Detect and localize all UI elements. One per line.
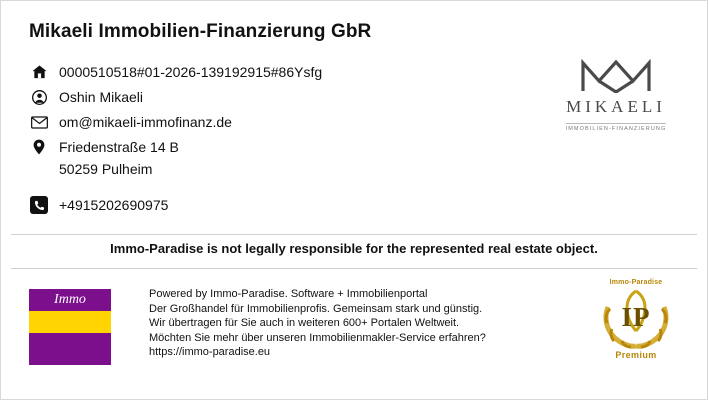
- mikaeli-mark-icon: [551, 59, 681, 93]
- phone-number: +4915202690975: [59, 197, 169, 213]
- contact-row-person: [29, 88, 549, 106]
- user-icon: [29, 88, 49, 106]
- footer-website-link[interactable]: https://immo-paradise.eu: [149, 346, 271, 358]
- contact-row-email: [29, 113, 549, 131]
- disclaimer-text: Immo-Paradise is not legally responsible for the represented real estate object.: [110, 241, 598, 256]
- seal-bottom-label: Premium: [615, 350, 657, 360]
- footer-line-1: Powered by Immo-Paradise. Software + Immobilienportal: [149, 288, 428, 300]
- seal-wreath-icon: [593, 286, 679, 352]
- contact-row-reference: [29, 63, 549, 81]
- page-title: Mikaeli Immobilien-Finanzierung GbR: [29, 21, 372, 42]
- mikaeli-logo: [551, 59, 681, 135]
- divider-top: [11, 234, 697, 235]
- immo-paradise-logo: [29, 289, 111, 365]
- logo-word-immo: Immo: [54, 292, 86, 307]
- footer-text: [149, 287, 549, 360]
- mikaeli-wordmark: MIKAELI: [566, 97, 666, 116]
- email-address: om@mikaeli-immofinanz.de: [59, 114, 232, 130]
- seal-letters: IP: [621, 302, 651, 332]
- divider-bottom: [11, 268, 697, 269]
- address-street: Friedenstraße 14 B: [59, 139, 179, 155]
- logo-band: [29, 311, 111, 333]
- footer-line-4: Möchten Sie mehr über unseren Immobilienmakler-Service erfahren?: [149, 331, 486, 344]
- address-city: 50259 Pulheim: [59, 161, 153, 177]
- contact-block: [29, 63, 549, 221]
- footer-line-2: Der Großhandel für Immobilienprofis. Gemeinsam stark und günstig.: [149, 302, 483, 315]
- contact-row-phone: [29, 196, 549, 214]
- mikaeli-tagline: IMMOBILIEN-FINANZIERUNG: [566, 123, 667, 132]
- footer-line-3: Wir übertragen für Sie auch in weiteren 600+ Portalen Weltweit.: [149, 317, 460, 329]
- phone-icon: [29, 196, 49, 214]
- envelope-icon: [29, 113, 49, 131]
- contact-row-address: [29, 138, 549, 156]
- seal-top-label: Immo-Paradise: [609, 279, 663, 286]
- map-pin-icon: [29, 138, 49, 156]
- logo-word-paradise: Paradise: [44, 339, 96, 354]
- reference-value: 0000510518#01-2026-139192915#86Ysfg: [59, 64, 323, 80]
- home-icon: [29, 63, 49, 81]
- person-name: Oshin Mikaeli: [59, 89, 144, 105]
- premium-seal: [593, 279, 679, 375]
